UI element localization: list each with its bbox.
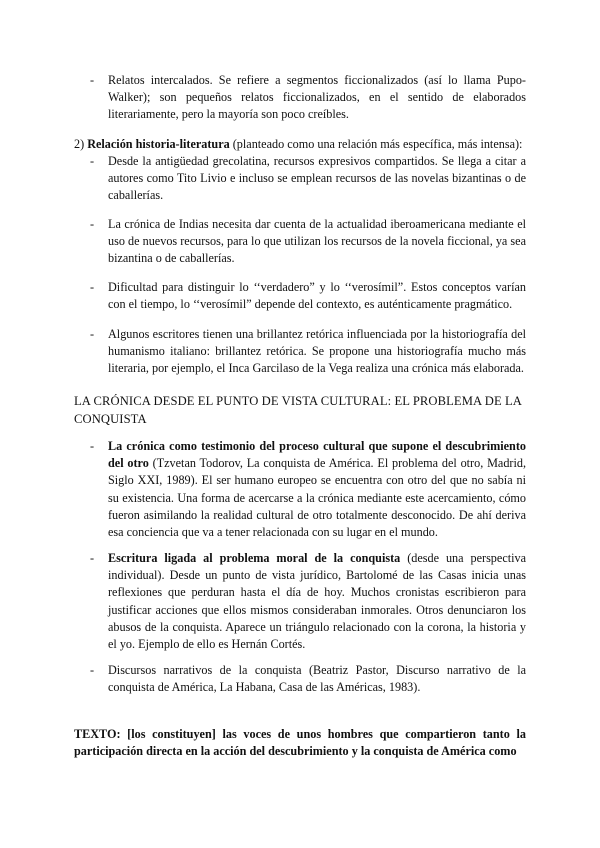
bullet-dash: -	[90, 439, 95, 453]
section-subtitle: (planteado como una relación más específica, más intensa):	[232, 137, 523, 151]
bullet-dash: -	[90, 73, 95, 87]
bullet-text: Relatos intercalados. Se refiere a segmentos ficcionalizados (así lo llama Pupo-Walker); son pequeños relatos ficcionalizados, en el sentido de elaborados literariamente, pero la mayoría son poco creíbles.	[108, 73, 526, 122]
chapter-heading	[0, 392, 600, 428]
bullet-body: (Tzvetan Todorov, La conquista de América. El problema del otro, Madrid, Siglo XXI, 1989). El ser humano europeo se encuentra con otro del que no sabía ni su existencia. Una forma de acercarse a la crónica mediante este acercamiento, cómo fueron asimilando la realidad cultural de otro totalmente desconocido. De ahí deriva esa conciencia que va a tener relacionada con su lugar en el mundo.	[108, 456, 526, 540]
section-3-item-2	[0, 550, 600, 653]
bullet-relatos-intercalados	[0, 72, 600, 124]
bullet-dash: -	[90, 217, 95, 231]
section-3-item-1	[0, 438, 600, 541]
bullet-text: Dificultad para distinguir lo ‘‘verdadero” y lo ‘‘verosímil”. Estos conceptos varían con el tiempo, lo ‘‘verosímil” depende del contexto, es auténticamente pragmático.	[108, 280, 526, 312]
bullet-dash: -	[90, 327, 95, 341]
bullet-text: Discursos narrativos de la conquista (Beatriz Pastor, Discurso narrativo de la conquista de América, La Habana, Casa de las Américas, 1983).	[108, 663, 526, 695]
bullet-dash: -	[90, 280, 95, 294]
bullet-text: Algunos escritores tienen una brillantez retórica influenciada por la historiografía del humanismo italiano: brillantez retórica. Se propone una historiografía mucho más literaria, por ejemplo, el Inca Garcilaso de la Vega realiza una crónica más elaborada.	[108, 327, 526, 376]
section-2-item-1	[0, 153, 600, 205]
bullet-dash: -	[90, 663, 95, 677]
section-2-header	[0, 136, 600, 153]
bullet-dash: -	[90, 551, 95, 565]
bullet-text	[108, 550, 526, 653]
bullet-text: Desde la antigüedad grecolatina, recursos expresivos compartidos. Se llega a citar a autores como Tito Livio e incluso se emplean recursos de las novelas bizantinas o de caballerías.	[108, 154, 526, 203]
bullet-bold-lead: La crónica como testimonio del proceso cultural que supone el descubrimiento del otro	[108, 439, 526, 471]
section-3-item-3	[0, 662, 600, 696]
texto-text: TEXTO: [los constituyen] las voces de unos hombres que compartieron tanto la participación directa en la acción del descubrimiento y la conquista de América como	[74, 727, 526, 759]
section-2-item-2	[0, 216, 600, 268]
section-title: Relación historia-literatura	[87, 137, 230, 151]
section-2-item-4	[0, 326, 600, 378]
heading-text: LA CRÓNICA DESDE EL PUNTO DE VISTA CULTURAL: EL PROBLEMA DE LA CONQUISTA	[74, 394, 522, 426]
bullet-bold-lead: Escritura ligada al problema moral de la conquista	[108, 551, 401, 565]
bullet-dash: -	[90, 154, 95, 168]
section-2-item-3	[0, 279, 600, 313]
bullet-text	[108, 438, 526, 541]
section-number: 2)	[74, 137, 85, 151]
bullet-text: La crónica de Indias necesita dar cuenta de la actualidad iberoamericana mediante el uso de nuevos recursos, para lo que utilizan los recursos de la novela ficcional, ya sea bizantina o de caballerías.	[108, 217, 526, 266]
texto-paragraph	[0, 726, 600, 760]
bullet-body: (desde una perspectiva individual). Desde un punto de vista jurídico, Bartolomé de las Casas inicia unas reflexiones que perduran hasta el día de hoy. Muchos cronistas escribieron para justificar acciones que ellos mismos consideraban inmorales. Otros denunciaron los abusos de la conquista. Aparece un triángulo relacionado con la corona, la historia y el yo. Ejemplo de ello es Hernán Cortés.	[108, 551, 527, 652]
